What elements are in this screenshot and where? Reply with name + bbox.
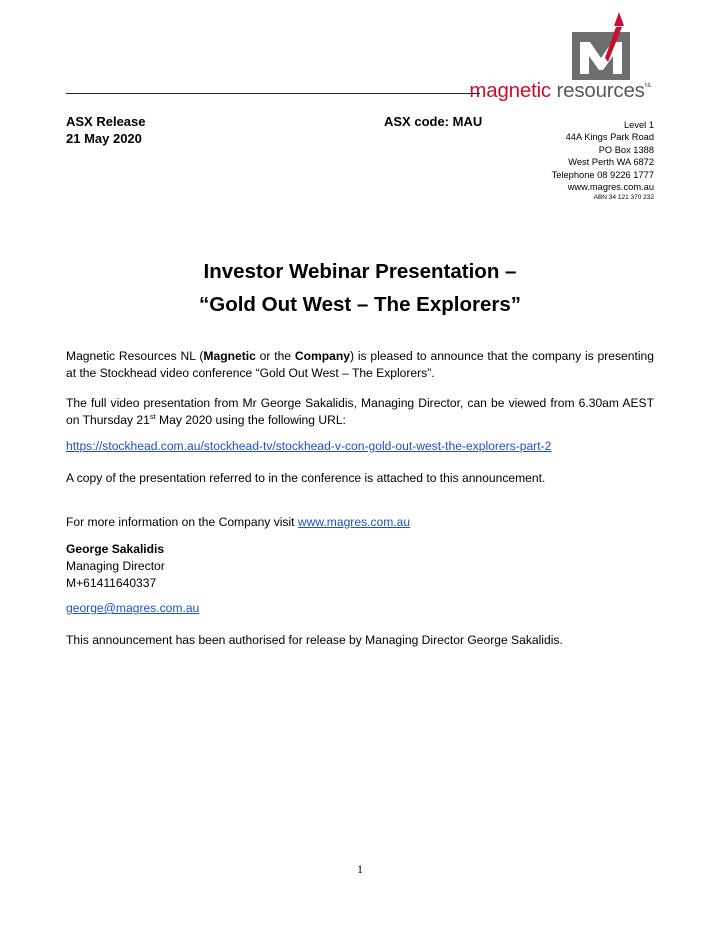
intro-bold-magnetic: Magnetic: [203, 349, 256, 363]
more-info-paragraph: [66, 514, 654, 531]
release-label: ASX Release: [66, 114, 146, 129]
intro-bold-company: Company: [294, 349, 350, 363]
logo-word-resources: resources: [556, 79, 645, 102]
logo-suffix: NL: [644, 83, 652, 89]
email-line: [66, 600, 654, 617]
authorisation-paragraph: This announcement has been authorised for release by Managing Director George Sakalidis.: [66, 633, 563, 647]
signatory-email-link[interactable]: george@magres.com.au: [66, 601, 200, 615]
video-paragraph: [66, 395, 654, 429]
release-date: 21 May 2020: [66, 131, 142, 146]
address-line: Telephone 08 9226 1777: [551, 169, 654, 180]
video-url-line: [66, 438, 654, 455]
more-info-text: For more information on the Company visit: [66, 515, 298, 529]
intro-text: ) is pleased to announce that the company is presenting at the Stockhead video conference “Gold Out West – The Explorers”.: [66, 349, 654, 380]
address-line: PO Box 1388: [598, 144, 654, 155]
address-line: www.magres.com.au: [567, 182, 654, 193]
presentation-paragraph: A copy of the presentation referred to in the conference is attached to this announcement.: [66, 471, 546, 485]
intro-text: or the: [255, 349, 295, 363]
intro-paragraph: [66, 348, 654, 382]
logo-word-magnetic: magnetic: [469, 79, 551, 102]
company-logo-icon: [572, 12, 632, 80]
address-line: 44A Kings Park Road: [565, 132, 654, 143]
abn-number: ABN 34 121 370 232: [593, 194, 654, 201]
address-line: Level 1: [624, 120, 654, 130]
header-rule: [66, 93, 480, 94]
ordinal-suffix: st: [149, 411, 156, 421]
company-logo-wordmark: [469, 79, 652, 103]
address-line: West Perth WA 6872: [568, 157, 654, 168]
asx-code: ASX code: MAU: [384, 114, 483, 129]
signatory-title: Managing Director: [66, 558, 165, 573]
signatory-phone: M+61411640337: [66, 575, 157, 590]
document-title-line-1: Investor Webinar Presentation –: [203, 260, 517, 283]
signatory-block: [66, 541, 654, 591]
page-number: 1: [357, 862, 363, 876]
intro-text: Magnetic Resources NL (: [66, 349, 204, 363]
video-text: May 2020 using the following URL:: [155, 412, 346, 427]
company-website-link[interactable]: www.magres.com.au: [297, 515, 411, 529]
video-url-link[interactable]: https://stockhead.com.au/stockhead-tv/stockhead-v-con-gold-out-west-the-explorers-part-2: [66, 439, 552, 453]
company-address: [552, 119, 654, 193]
signatory-name: George Sakalidis: [66, 542, 165, 556]
video-text: The full video presentation from Mr George Sakalidis, Managing Director, can be viewed from 6.30am AEST on Thursday 21: [66, 396, 654, 427]
document-title-line-2: “Gold Out West – The Explorers”: [199, 293, 521, 316]
